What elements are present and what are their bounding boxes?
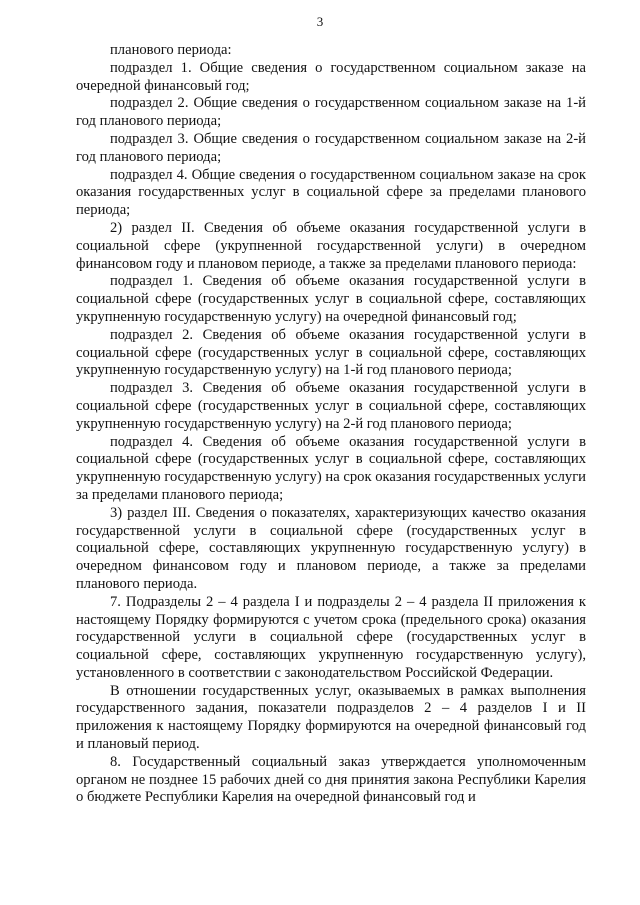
paragraph-subsection-2-1: подраздел 1. Сведения об объеме оказания государственной услуги в социальной сфере (государственных услуг в социальной сфере, составляющих укрупненную государственную услугу) на очередной финансовый год;: [76, 273, 586, 325]
paragraph-item-8: 8. Государственный социальный заказ утверждается уполномоченным органом не позднее 15 рабочих дней со дня принятия закона Республики Карелия о бюджете Республики Карелия на очередной финансовый год и: [76, 753, 586, 806]
paragraph-section-3: 3) раздел III. Сведения о показателях, характеризующих качество оказания государственной услуги в социальной сфере (государственных услуг в социальной сфере, составляющих укрупненную государственную услугу) в очередном финансовом году и плановом периоде, а также за пределами планового периода.: [76, 504, 586, 592]
paragraph-subsection-1-1: подраздел 1. Общие сведения о государственном социальном заказе на очередной финансовый год;: [76, 59, 586, 94]
paragraph-subsection-2-2: подраздел 2. Сведения об объеме оказания государственной услуги в социальной сфере (государственных услуг в социальной сфере, составляющих укрупненную государственную услугу) на 1-й год планового периода;: [76, 326, 586, 379]
paragraph-section-2: 2) раздел II. Сведения об объеме оказания государственной услуги в социальной сфере (укрупненной государственной услуги) в очередном финансовом году и плановом периоде, а также за пределами планового периода:: [76, 219, 586, 272]
document-body: [76, 42, 586, 807]
paragraph-item-7: 7. Подразделы 2 – 4 раздела I и подразделы 2 – 4 раздела II приложения к настоящему Порядку формируются с учетом срока (предельного срока) оказания государственной услуги в социальной сфере (государственных услуг в социальной сфере, составляющих укрупненную государственную услугу), установленного в соответствии с законодательством Российской Федерации.: [76, 593, 586, 681]
paragraph-subsection-1-4: подраздел 4. Общие сведения о государственном социальном заказе на срок оказания государственных услуг в социальной сфере за пределами планового периода;: [76, 166, 586, 219]
paragraph-subsection-1-3: подраздел 3. Общие сведения о государственном социальном заказе на 2-й год планового периода;: [76, 130, 586, 165]
paragraph-subsection-2-4: подраздел 4. Сведения об объеме оказания государственной услуги в социальной сфере (государственных услуг в социальной сфере, составляющих укрупненную государственную услугу) на срок оказания государственных услуги за пределами планового периода;: [76, 433, 586, 503]
paragraph-subsection-2-3: подраздел 3. Сведения об объеме оказания государственной услуги в социальной сфере (государственных услуг в социальной сфере, составляющих укрупненную государственную услугу) на 2-й год планового периода;: [76, 380, 586, 432]
page-number: 3: [316, 14, 324, 29]
paragraph-state-assignment: В отношении государственных услуг, оказываемых в рамках выполнения государственного задания, показатели подразделов 2 – 4 разделов I и II приложения к настоящему Порядку формируются на очередной финансовый год и плановый период.: [76, 682, 586, 753]
paragraph-planning-period: планового периода:: [110, 42, 232, 58]
paragraph-subsection-1-2: подраздел 2. Общие сведения о государственном социальном заказе на 1-й год планового периода;: [76, 95, 586, 130]
